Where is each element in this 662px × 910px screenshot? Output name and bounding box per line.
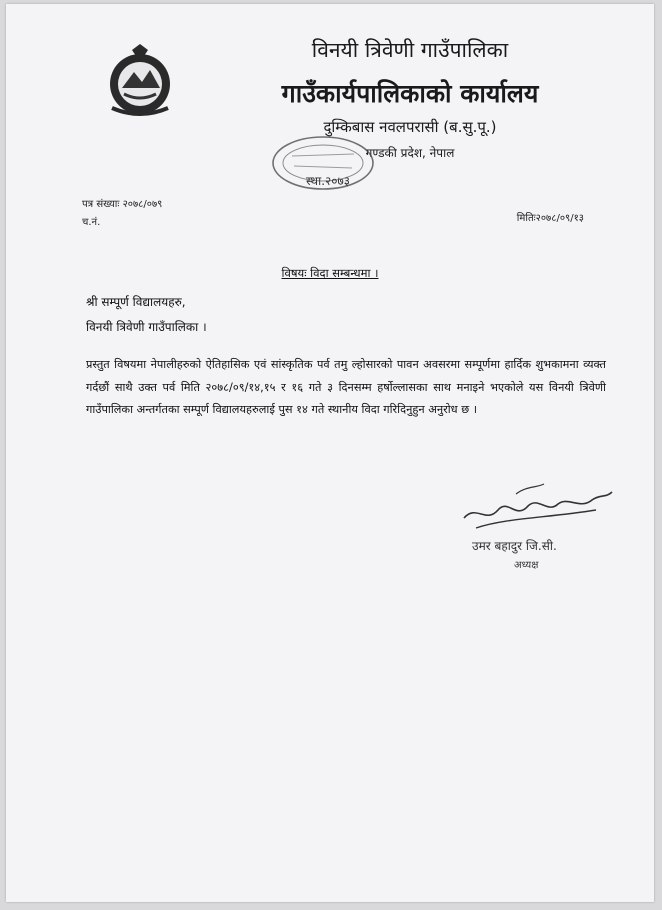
office-address: दुम्किबास नवलपरासी (ब.सु.पू.) xyxy=(323,118,497,136)
addressee-line-1: श्री सम्पूर्ण विद्यालयहरु, xyxy=(86,295,186,309)
letter-page xyxy=(6,4,654,902)
handwritten-signature-icon xyxy=(456,474,616,534)
dispatch-number: च.नं. xyxy=(82,217,101,228)
letter-date: मितिः२०७८/०९/१३ xyxy=(516,213,584,224)
subject-text: विषयः विदा सम्बन्धमा । xyxy=(281,266,379,280)
office-name: विनयी त्रिवेणी गाउँपालिका xyxy=(311,38,509,62)
office-province: गण्डकी प्रदेश, नेपाल xyxy=(365,146,455,160)
letter-body: प्रस्तुत विषयमा नेपालीहरुको ऐतिहासिक एवं सांस्कृतिक पर्व तमु ल्होसारको पावन अवसरमा सम्पूर्णमा हार्दिक शुभकामना व्यक्त गर्दछौं साथै उक्त पर्व मिति २०७८/०९/१४,१५ र १६ गते ३ दिनसम्म हर्षोल्लासका साथ मनाइने भएकोले यस विनयी त्रिवेणी गाउँपालिका अन्तर्गतका सम्पूर्ण विद्यालयहरुलाई पुस १४ गते स्थानीय विदा गरिदिनुहुन अनुरोध छ । xyxy=(86,358,606,416)
signatory-name: उमर बहादुर जि.सी. xyxy=(472,539,557,553)
stamp-label: स्था.२०७३ xyxy=(306,174,350,188)
letter-number: पत्र संख्याः २०७८/०७९ xyxy=(82,199,163,210)
subject-line xyxy=(6,266,654,281)
office-title: गाउँकार्यपालिकाको कार्यालय xyxy=(281,79,539,108)
addressee-line-2: विनयी त्रिवेणी गाउँपालिका । xyxy=(86,320,207,334)
signatory-role: अध्यक्ष xyxy=(514,560,539,571)
